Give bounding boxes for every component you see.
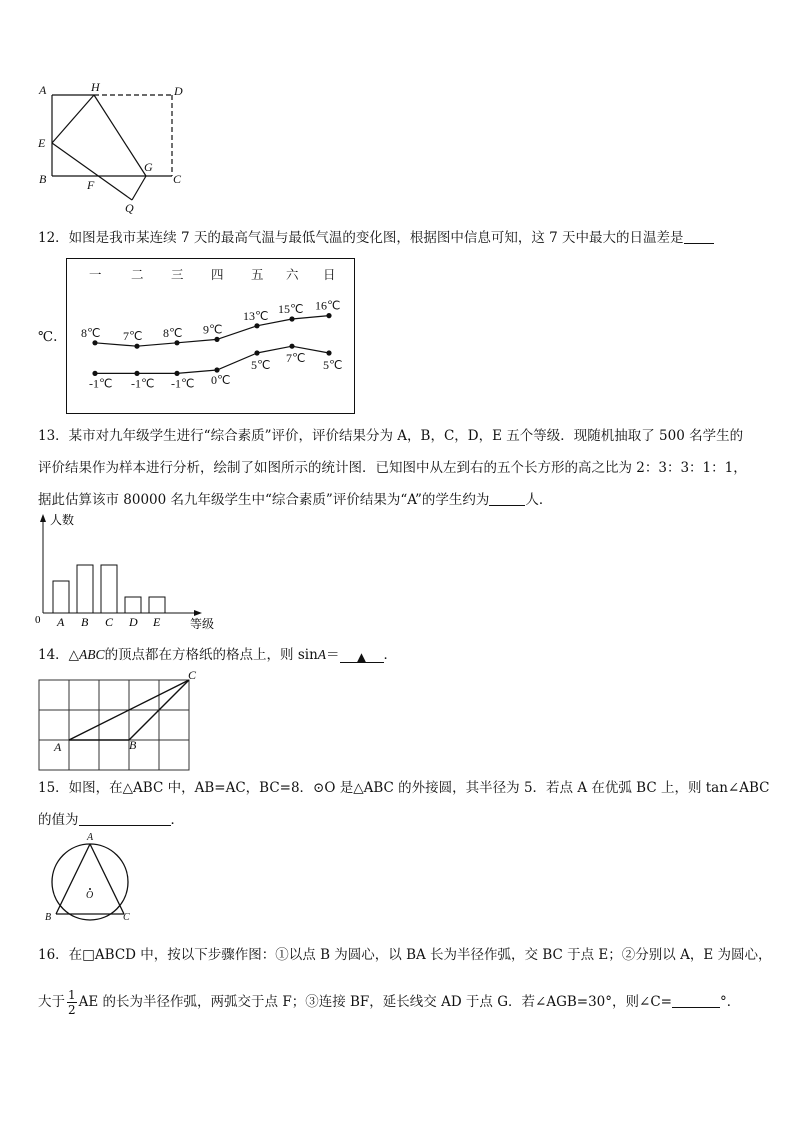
series-1-point-4 [254,350,259,355]
label-D: D [174,84,183,98]
answer-blank-12[interactable] [684,229,714,244]
label-F: F [87,178,95,192]
edge-EH [52,95,94,143]
series-0-label-1: 7℃ [123,329,143,344]
series-1-point-6 [326,350,331,355]
series-1-label-3: 0℃ [211,373,231,387]
label-A: A [39,83,47,97]
grade-bar-chart [30,512,230,634]
question-13-line3-end: 人． [525,492,553,508]
q14-end: ． [383,647,398,663]
answer-blank-14[interactable] [340,648,384,663]
label-C: C [173,172,182,186]
answer-blank-13[interactable] [489,491,525,506]
answer-blank-15[interactable] [79,811,171,826]
circle-label-A: A [87,832,94,843]
origin-label: 0 [35,614,41,626]
q16-line2-middle: AE 的长为半径作弧，两弧交于点 F；③连接 BF，延长线交 AD 于点 G．若∠AGB=30°，则∠C= [78,994,672,1010]
series-0-point-2 [174,340,179,345]
question-12-text: 12．如图是我市某连续 7 天的最高气温与最低气温的变化图，根据图中信息可知，这 7 天中最大的日温差是 [38,230,684,246]
question-16-line2 [38,988,740,1017]
temperature-chart-svg [67,259,354,413]
series-1-label-4: 5℃ [251,358,271,372]
day-label-6: 日 [323,267,336,282]
series-0-point-5 [289,316,294,321]
bar-E [149,597,165,613]
answer-blank-16[interactable] [672,993,720,1008]
question-15-line1: 15．如图，在△ABC 中，AB=AC，BC=8．⊙O 是△ABC 的外接圆，其半径为 5．若点 A 在优弧 BC 上，则 tan∠ABC [38,780,770,796]
q14-abc: ABC [79,647,105,662]
series-1-label-0: -1℃ [89,376,113,391]
label-Q: Q [125,201,134,215]
grid-label-C: C [188,668,197,682]
series-1-label-1: -1℃ [131,376,155,391]
inscribed-triangle [56,844,124,914]
category-label-A: A [57,615,65,629]
day-label-2: 三 [171,267,184,282]
figure-q11 [34,80,194,220]
series-0-label-6: 16℃ [315,298,341,313]
series-0-point-4 [254,323,259,328]
circumcircle [52,844,128,920]
series-0-label-4: 13℃ [243,308,269,323]
circle-label-B: B [45,912,52,923]
series-1-point-3 [214,367,219,372]
series-0-point-3 [214,337,219,342]
q14-prefix: 14．△ [38,647,80,663]
day-label-5: 六 [286,267,299,282]
category-label-D: D [129,615,138,629]
label-G: G [144,160,153,174]
bar-D [125,597,141,613]
series-0-label-3: 9℃ [203,322,223,337]
series-1-point-5 [289,344,294,349]
question-15-line2-end: ． [170,812,184,828]
day-label-4: 五 [251,267,264,282]
circle-figure-q15 [40,832,140,926]
fraction-numerator: 1 [68,988,76,1002]
edge-QG [132,176,146,200]
triangle-mark: ▲ [356,650,367,664]
edge-HG [94,95,146,176]
series-1-label-6: 5℃ [323,358,343,372]
day-label-0: 一 [89,267,102,282]
q14-eq: ＝ [326,647,340,663]
q16-line2-end: °． [719,994,741,1010]
figure-q11-svg [34,80,194,220]
series-0-label-0: 8℃ [81,325,101,340]
question-16-line1: 16．在□ABCD 中，按以下步骤作图：①以点 B 为圆心，以 BA 长为半径作弧，交 BC 于点 E；②分别以 A，E 为圆心， [38,947,772,963]
series-0-point-1 [134,344,139,349]
grid-lines [39,680,189,770]
series-0-point-6 [326,313,331,318]
y-axis-label: 人数 [50,513,75,527]
grid-figure-q14 [36,670,206,780]
question-13-line2: 评价结果作为样本进行分析，绘制了如图所示的统计图．已知图中从左到右的五个长方形的高之比为 2：3：3：1：1， [38,460,747,476]
question-15-line2 [38,811,184,829]
question-13-line1: 13．某市对九年级学生进行“综合素质”评价，评价结果分为 A，B，C，D，E 五个等级．现随机抽取了 500 名学生的 [38,428,744,444]
fraction-one-half [67,988,77,1017]
question-14 [38,646,397,664]
label-B: B [39,172,47,186]
question-12 [38,229,714,247]
question-13-line3 [38,491,552,509]
series-1-label-5: 7℃ [286,351,306,366]
grid-label-B: B [129,738,137,752]
day-label-1: 二 [131,267,144,282]
series-1-point-1 [134,371,139,376]
temperature-chart [66,258,355,414]
grade-bar-chart-svg [30,512,230,634]
q16-line2-start: 大于 [38,994,65,1010]
bar-B [77,565,93,613]
bar-C [101,565,117,613]
series-1-label-2: -1℃ [171,376,195,391]
y-axis-arrow [40,514,46,522]
grid-label-A: A [54,740,62,754]
fraction-denominator: 2 [68,1003,76,1017]
category-label-B: B [81,615,89,629]
circle-label-C: C [123,912,130,923]
question-13-line3-text: 据此估算该市 80000 名九年级学生中“综合素质”评价结果为“A”的学生约为 [38,492,490,508]
bar-A [53,581,69,613]
series-1-point-0 [92,371,97,376]
q14-a: A [317,647,327,662]
day-label-3: 四 [211,267,224,282]
grid-figure-svg [36,670,206,780]
question-12-unit: ℃. [38,329,58,345]
x-axis-arrow [194,610,202,616]
series-0-point-0 [92,340,97,345]
circle-label-O: O [86,890,94,901]
x-axis-label: 等级 [190,617,215,631]
label-E: E [38,136,46,150]
label-H: H [91,80,100,94]
series-1-point-2 [174,371,179,376]
q14-middle: 的顶点都在方格纸的格点上，则 sin [104,647,318,663]
category-label-C: C [105,615,114,629]
series-0-label-2: 8℃ [163,325,183,340]
series-0-label-5: 15℃ [278,302,304,316]
category-label-E: E [153,615,161,629]
question-15-line2-text: 的值为 [38,812,79,828]
